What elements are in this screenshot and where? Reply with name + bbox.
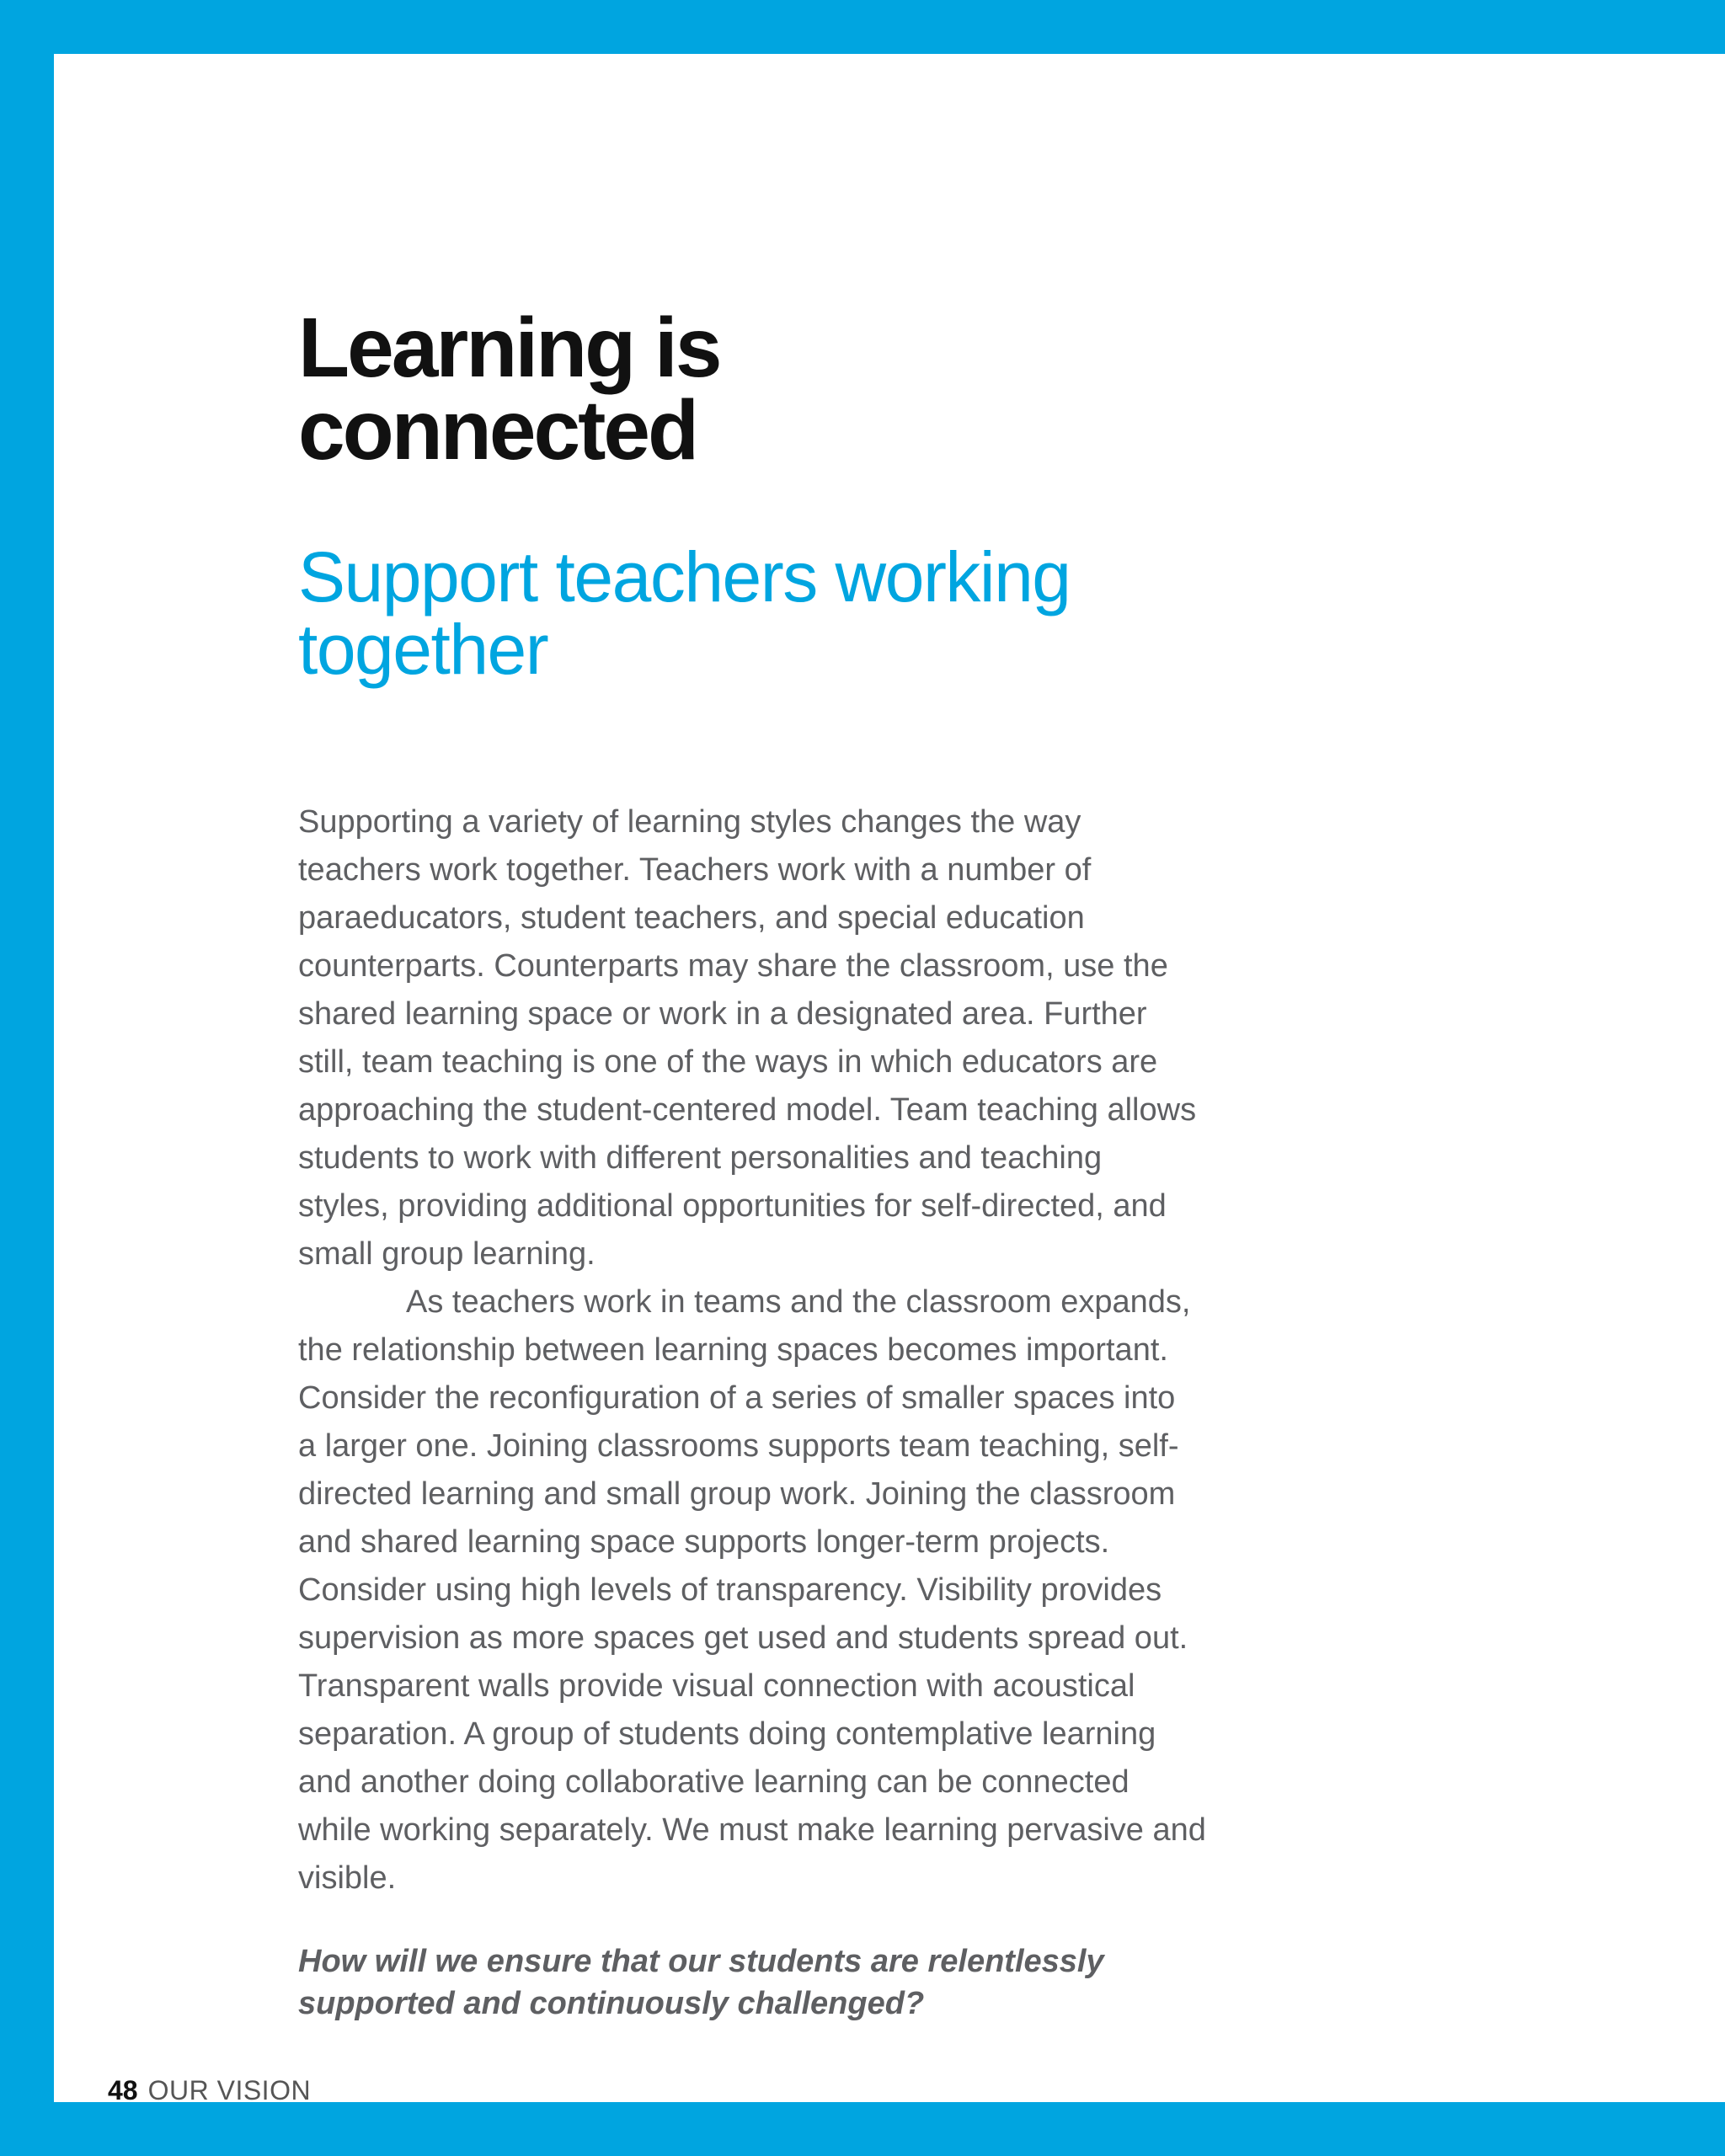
body-line: students to work with different personalities and teaching (298, 1140, 1103, 1176)
body-line: a larger one. Joining classrooms supports team teaching, self- (298, 1428, 1179, 1464)
body-line: counterparts. Counterparts may share the classroom, use the (298, 948, 1168, 984)
closing-question-line: supported and continuously challenged? (298, 1986, 925, 2021)
body-line: small group learning. (298, 1236, 595, 1272)
body-line: directed learning and small group work. Joining the classroom (298, 1476, 1176, 1512)
body-line: still, team teaching is one of the ways in which educators are (298, 1044, 1158, 1080)
body-line: the relationship between learning spaces becomes important. (298, 1332, 1168, 1368)
body-line: styles, providing additional opportunities for self-directed, and (298, 1188, 1167, 1224)
page (54, 54, 1725, 2105)
body-line: separation. A group of students doing contemplative learning (298, 1716, 1156, 1752)
body-line: and another doing collaborative learning can be connected (298, 1764, 1130, 1800)
body-line: visible. (298, 1860, 397, 1896)
page-subtitle (298, 537, 1071, 689)
body-line: Consider using high levels of transparency. Visibility provides (298, 1572, 1162, 1608)
body-line: paraeducators, student teachers, and special education (298, 900, 1085, 936)
page-title-line: Learning is (298, 301, 720, 395)
body-line: Transparent walls provide visual connection with acoustical (298, 1668, 1135, 1704)
body-line: Consider the reconfiguration of a series of smaller spaces into (298, 1380, 1176, 1416)
body-line-indented: As teachers work in teams and the classroom expands, (406, 1284, 1191, 1320)
body-line: while working separately. We must make learning pervasive and (298, 1812, 1206, 1848)
body-line: approaching the student-centered model. Team teaching allows (298, 1092, 1197, 1128)
section-label: OUR VISION (147, 2075, 312, 2105)
body-line: supervision as more spaces get used and students spread out. (298, 1620, 1188, 1656)
page-title-line: connected (298, 383, 697, 478)
page-subtitle-line: Support teachers working (298, 537, 1071, 616)
page-number: 48 (108, 2075, 138, 2105)
page-subtitle-line: together (298, 610, 548, 689)
body-text (298, 798, 1376, 1903)
body-line: and shared learning space supports longer-term projects. (298, 1524, 1110, 1560)
closing-question (298, 1940, 1104, 2025)
closing-question-line: How will we ensure that our students are relentlessly (298, 1944, 1104, 1979)
page-footer (108, 2073, 311, 2107)
page-title (298, 301, 720, 478)
body-line: teachers work together. Teachers work with a number of (298, 852, 1092, 888)
body-line: shared learning space or work in a designated area. Further (298, 996, 1147, 1032)
body-line: Supporting a variety of learning styles changes the way (298, 804, 1081, 840)
